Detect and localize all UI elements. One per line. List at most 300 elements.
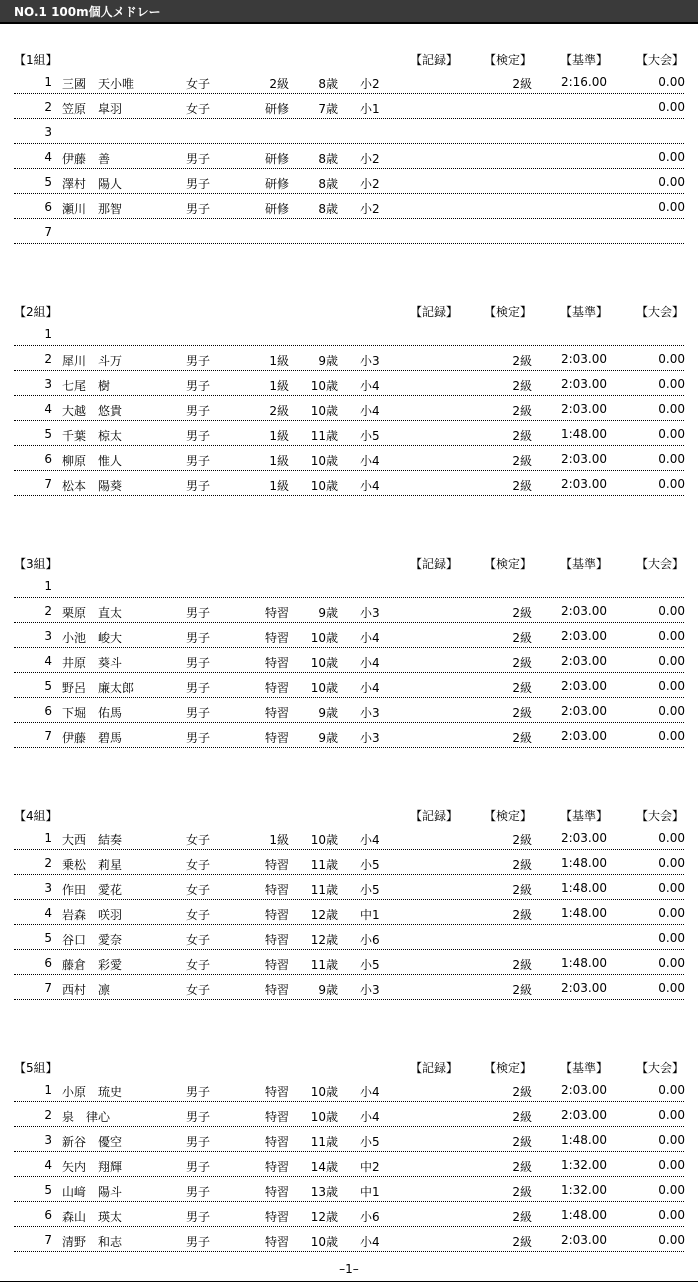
cell-no: 1 <box>44 1083 52 1097</box>
cell-cls: 特習 <box>264 681 289 695</box>
cell-name: 小原 琉史 <box>62 1085 123 1099</box>
cell-sex: 男子 <box>186 706 211 720</box>
cell-sex: 男子 <box>186 379 211 393</box>
heat-group <box>0 298 698 497</box>
cell-kij: 2:03.00 <box>560 704 607 718</box>
table-row <box>14 649 684 673</box>
header-kentei: 【検定】 <box>484 1061 533 1075</box>
cell-age: 11歳 <box>310 1135 338 1149</box>
cell-name: 犀川 斗万 <box>62 354 123 368</box>
cell-ken: 2級 <box>512 883 532 897</box>
cell-cls: 1級 <box>269 354 289 368</box>
table-row <box>14 976 684 1000</box>
cell-age: 10歳 <box>310 479 338 493</box>
cell-kij: 2:03.00 <box>560 679 607 693</box>
cell-no: 1 <box>44 579 52 593</box>
header-taikai: 【大会】 <box>636 1061 685 1075</box>
cell-cls: 特習 <box>264 1235 289 1249</box>
cell-age: 10歳 <box>310 1235 338 1249</box>
cell-name: 三國 天小唯 <box>62 77 135 91</box>
cell-grade: 小5 <box>360 883 380 897</box>
cell-sex: 男子 <box>186 656 211 670</box>
cell-name: 千葉 椋太 <box>62 429 123 443</box>
cell-kij: 2:03.00 <box>560 402 607 416</box>
cell-grade: 小5 <box>360 958 380 972</box>
cell-grade: 小4 <box>360 1110 380 1124</box>
table-row <box>14 447 684 471</box>
cell-tai: 0.00 <box>658 881 685 895</box>
cell-sex: 女子 <box>186 77 211 91</box>
table-row <box>14 699 684 723</box>
cell-age: 11歳 <box>310 958 338 972</box>
cell-age: 10歳 <box>310 454 338 468</box>
cell-ken: 2級 <box>512 454 532 468</box>
cell-tai: 0.00 <box>658 856 685 870</box>
cell-tai: 0.00 <box>658 1133 685 1147</box>
header-record: 【記録】 <box>410 557 459 571</box>
cell-cls: 特習 <box>264 1185 289 1199</box>
heat-group <box>0 46 698 245</box>
cell-age: 11歳 <box>310 883 338 897</box>
cell-grade: 小4 <box>360 1085 380 1099</box>
cell-kij: 1:48.00 <box>560 956 607 970</box>
cell-tai: 0.00 <box>658 75 685 89</box>
cell-tai: 0.00 <box>658 679 685 693</box>
cell-no: 4 <box>44 150 52 164</box>
table-row <box>14 170 684 194</box>
cell-tai: 0.00 <box>658 1108 685 1122</box>
cell-grade: 小5 <box>360 429 380 443</box>
table-row <box>14 120 684 144</box>
cell-no: 2 <box>44 604 52 618</box>
group-label: 【2組】 <box>14 305 58 319</box>
cell-name: 山﨑 陽斗 <box>62 1185 123 1199</box>
cell-grade: 小4 <box>360 681 380 695</box>
cell-age: 12歳 <box>310 933 338 947</box>
table-row <box>14 347 684 371</box>
header-taikai: 【大会】 <box>636 809 685 823</box>
cell-sex: 男子 <box>186 1185 211 1199</box>
cell-tai: 0.00 <box>658 427 685 441</box>
cell-sex: 男子 <box>186 631 211 645</box>
cell-kij: 2:03.00 <box>560 1083 607 1097</box>
cell-name: 谷口 愛奈 <box>62 933 123 947</box>
cell-grade: 小2 <box>360 152 380 166</box>
cell-age: 12歳 <box>310 908 338 922</box>
cell-age: 8歳 <box>318 177 338 191</box>
header-record: 【記録】 <box>410 305 459 319</box>
cell-no: 2 <box>44 1108 52 1122</box>
cell-name: 新谷 優空 <box>62 1135 123 1149</box>
heat-group <box>0 1054 698 1253</box>
cell-ken: 2級 <box>512 681 532 695</box>
cell-age: 9歳 <box>318 606 338 620</box>
cell-no: 6 <box>44 452 52 466</box>
cell-sex: 男子 <box>186 152 211 166</box>
cell-cls: 特習 <box>264 1210 289 1224</box>
cell-name: 藤倉 彩愛 <box>62 958 123 972</box>
cell-sex: 女子 <box>186 983 211 997</box>
cell-grade: 小2 <box>360 202 380 216</box>
header-kentei: 【検定】 <box>484 53 533 67</box>
cell-grade: 中2 <box>360 1160 380 1174</box>
cell-kij: 1:48.00 <box>560 427 607 441</box>
table-row <box>14 851 684 875</box>
cell-sex: 男子 <box>186 1210 211 1224</box>
cell-cls: 特習 <box>264 631 289 645</box>
table-row <box>14 574 684 598</box>
cell-ken: 2級 <box>512 1210 532 1224</box>
page-title: NO.1 100m個人メドレー <box>14 5 161 19</box>
cell-tai: 0.00 <box>658 200 685 214</box>
cell-grade: 小5 <box>360 858 380 872</box>
cell-no: 4 <box>44 906 52 920</box>
heat-group <box>0 550 698 749</box>
cell-no: 6 <box>44 200 52 214</box>
cell-sex: 男子 <box>186 1085 211 1099</box>
cell-no: 3 <box>44 629 52 643</box>
cell-kij: 1:32.00 <box>560 1183 607 1197</box>
cell-name: 矢内 翔輝 <box>62 1160 123 1174</box>
cell-kij: 2:16.00 <box>560 75 607 89</box>
cell-cls: 特習 <box>264 883 289 897</box>
cell-sex: 男子 <box>186 202 211 216</box>
cell-grade: 小1 <box>360 102 380 116</box>
cell-tai: 0.00 <box>658 477 685 491</box>
cell-grade: 小4 <box>360 379 380 393</box>
cell-cls: 特習 <box>264 908 289 922</box>
cell-tai: 0.00 <box>658 1158 685 1172</box>
cell-ken: 2級 <box>512 983 532 997</box>
cell-kij: 2:03.00 <box>560 604 607 618</box>
cell-kij: 2:03.00 <box>560 1108 607 1122</box>
table-row <box>14 624 684 648</box>
cell-sex: 女子 <box>186 933 211 947</box>
cell-no: 6 <box>44 1208 52 1222</box>
cell-no: 7 <box>44 477 52 491</box>
group-header <box>0 46 698 70</box>
cell-tai: 0.00 <box>658 729 685 743</box>
cell-sex: 男子 <box>186 429 211 443</box>
cell-sex: 男子 <box>186 404 211 418</box>
cell-name: 七尾 樹 <box>62 379 111 393</box>
cell-cls: 2級 <box>269 77 289 91</box>
cell-age: 8歳 <box>318 202 338 216</box>
group-header <box>0 802 698 826</box>
cell-tai: 0.00 <box>658 704 685 718</box>
table-row <box>14 1078 684 1102</box>
cell-cls: 特習 <box>264 933 289 947</box>
cell-cls: 2級 <box>269 404 289 418</box>
cell-name: 瀬川 那智 <box>62 202 123 216</box>
cell-name: 笠原 皐羽 <box>62 102 123 116</box>
header-record: 【記録】 <box>410 809 459 823</box>
header-kentei: 【検定】 <box>484 305 533 319</box>
cell-no: 3 <box>44 125 52 139</box>
cell-sex: 女子 <box>186 102 211 116</box>
cell-cls: 1級 <box>269 379 289 393</box>
cell-cls: 研修 <box>264 177 289 191</box>
footer-rule <box>0 1281 698 1282</box>
cell-ken: 2級 <box>512 354 532 368</box>
cell-no: 3 <box>44 1133 52 1147</box>
cell-cls: 特習 <box>264 958 289 972</box>
cell-grade: 中1 <box>360 908 380 922</box>
cell-cls: 特習 <box>264 706 289 720</box>
cell-name: 栗原 直太 <box>62 606 123 620</box>
table-row <box>14 599 684 623</box>
cell-name: 井原 葵斗 <box>62 656 123 670</box>
cell-kij: 2:03.00 <box>560 452 607 466</box>
cell-no: 2 <box>44 352 52 366</box>
cell-tai: 0.00 <box>658 906 685 920</box>
cell-name: 大越 悠貴 <box>62 404 123 418</box>
cell-kij: 2:03.00 <box>560 831 607 845</box>
table-row <box>14 1203 684 1227</box>
header-taikai: 【大会】 <box>636 53 685 67</box>
cell-cls: 特習 <box>264 731 289 745</box>
cell-no: 7 <box>44 729 52 743</box>
cell-tai: 0.00 <box>658 175 685 189</box>
cell-name: 小池 峻大 <box>62 631 123 645</box>
cell-name: 澤村 陽人 <box>62 177 123 191</box>
cell-name: 岩森 咲羽 <box>62 908 123 922</box>
table-row <box>14 70 684 94</box>
header-kijun: 【基準】 <box>560 1061 609 1075</box>
cell-cls: 研修 <box>264 202 289 216</box>
cell-name: 伊藤 善 <box>62 152 111 166</box>
table-row <box>14 397 684 421</box>
header-kentei: 【検定】 <box>484 557 533 571</box>
cell-name: 大西 結奏 <box>62 833 123 847</box>
cell-grade: 小4 <box>360 404 380 418</box>
cell-kij: 1:48.00 <box>560 906 607 920</box>
cell-grade: 小3 <box>360 354 380 368</box>
cell-sex: 女子 <box>186 883 211 897</box>
cell-tai: 0.00 <box>658 604 685 618</box>
group-label: 【3組】 <box>14 557 58 571</box>
cell-age: 8歳 <box>318 77 338 91</box>
cell-age: 11歳 <box>310 429 338 443</box>
table-row <box>14 876 684 900</box>
cell-age: 14歳 <box>310 1160 338 1174</box>
header-kijun: 【基準】 <box>560 305 609 319</box>
cell-age: 10歳 <box>310 631 338 645</box>
cell-sex: 男子 <box>186 731 211 745</box>
cell-kij: 2:03.00 <box>560 377 607 391</box>
table-row <box>14 1153 684 1177</box>
cell-ken: 2級 <box>512 1085 532 1099</box>
cell-ken: 2級 <box>512 1185 532 1199</box>
cell-no: 4 <box>44 1158 52 1172</box>
heat-group <box>0 802 698 1001</box>
group-label: 【4組】 <box>14 809 58 823</box>
cell-tai: 0.00 <box>658 1083 685 1097</box>
header-taikai: 【大会】 <box>636 305 685 319</box>
cell-age: 9歳 <box>318 983 338 997</box>
cell-tai: 0.00 <box>658 1208 685 1222</box>
cell-ken: 2級 <box>512 631 532 645</box>
cell-cls: 1級 <box>269 429 289 443</box>
cell-kij: 2:03.00 <box>560 629 607 643</box>
cell-age: 12歳 <box>310 1210 338 1224</box>
cell-ken: 2級 <box>512 858 532 872</box>
cell-kij: 2:03.00 <box>560 654 607 668</box>
cell-no: 5 <box>44 175 52 189</box>
table-row <box>14 1228 684 1252</box>
cell-no: 1 <box>44 75 52 89</box>
table-row <box>14 472 684 496</box>
cell-tai: 0.00 <box>658 981 685 995</box>
cell-tai: 0.00 <box>658 402 685 416</box>
cell-grade: 小4 <box>360 454 380 468</box>
table-row <box>14 95 684 119</box>
cell-tai: 0.00 <box>658 150 685 164</box>
cell-tai: 0.00 <box>658 452 685 466</box>
table-row <box>14 372 684 396</box>
cell-age: 9歳 <box>318 731 338 745</box>
cell-ken: 2級 <box>512 833 532 847</box>
cell-tai: 0.00 <box>658 100 685 114</box>
header-kentei: 【検定】 <box>484 809 533 823</box>
cell-cls: 特習 <box>264 1135 289 1149</box>
cell-name: 作田 愛花 <box>62 883 123 897</box>
cell-kij: 1:48.00 <box>560 881 607 895</box>
cell-no: 1 <box>44 327 52 341</box>
cell-no: 1 <box>44 831 52 845</box>
cell-no: 7 <box>44 1233 52 1247</box>
cell-grade: 小4 <box>360 833 380 847</box>
cell-ken: 2級 <box>512 606 532 620</box>
table-row <box>14 1128 684 1152</box>
cell-cls: 特習 <box>264 1085 289 1099</box>
cell-age: 10歳 <box>310 833 338 847</box>
cell-tai: 0.00 <box>658 377 685 391</box>
cell-ken: 2級 <box>512 379 532 393</box>
cell-ken: 2級 <box>512 958 532 972</box>
table-row <box>14 220 684 244</box>
cell-grade: 小2 <box>360 177 380 191</box>
cell-name: 柳原 惟人 <box>62 454 123 468</box>
table-row <box>14 901 684 925</box>
cell-no: 3 <box>44 881 52 895</box>
cell-grade: 小4 <box>360 656 380 670</box>
header-kijun: 【基準】 <box>560 557 609 571</box>
cell-grade: 小4 <box>360 631 380 645</box>
cell-grade: 中1 <box>360 1185 380 1199</box>
cell-no: 6 <box>44 704 52 718</box>
cell-kij: 2:03.00 <box>560 981 607 995</box>
cell-ken: 2級 <box>512 77 532 91</box>
cell-age: 8歳 <box>318 152 338 166</box>
cell-grade: 小4 <box>360 1235 380 1249</box>
cell-cls: 研修 <box>264 152 289 166</box>
table-row <box>14 951 684 975</box>
cell-name: 西村 凛 <box>62 983 111 997</box>
cell-grade: 小2 <box>360 77 380 91</box>
cell-name: 伊藤 碧馬 <box>62 731 123 745</box>
cell-tai: 0.00 <box>658 931 685 945</box>
cell-no: 2 <box>44 856 52 870</box>
cell-no: 4 <box>44 402 52 416</box>
cell-grade: 小4 <box>360 479 380 493</box>
cell-kij: 1:48.00 <box>560 1208 607 1222</box>
cell-sex: 男子 <box>186 1110 211 1124</box>
cell-no: 5 <box>44 931 52 945</box>
group-label: 【5組】 <box>14 1061 58 1075</box>
cell-no: 7 <box>44 981 52 995</box>
cell-tai: 0.00 <box>658 629 685 643</box>
cell-age: 10歳 <box>310 1085 338 1099</box>
table-row <box>14 926 684 950</box>
cell-no: 5 <box>44 427 52 441</box>
cell-kij: 1:48.00 <box>560 1133 607 1147</box>
cell-cls: 特習 <box>264 1110 289 1124</box>
header-kijun: 【基準】 <box>560 809 609 823</box>
table-row <box>14 1103 684 1127</box>
header-taikai: 【大会】 <box>636 557 685 571</box>
group-header <box>0 1054 698 1078</box>
cell-kij: 2:03.00 <box>560 352 607 366</box>
cell-tai: 0.00 <box>658 956 685 970</box>
table-row <box>14 1178 684 1202</box>
cell-grade: 小3 <box>360 706 380 720</box>
cell-cls: 特習 <box>264 1160 289 1174</box>
cell-no: 7 <box>44 225 52 239</box>
cell-ken: 2級 <box>512 1160 532 1174</box>
cell-ken: 2級 <box>512 706 532 720</box>
cell-age: 10歳 <box>310 1110 338 1124</box>
cell-sex: 男子 <box>186 1160 211 1174</box>
cell-cls: 1級 <box>269 479 289 493</box>
cell-cls: 特習 <box>264 858 289 872</box>
cell-ken: 2級 <box>512 429 532 443</box>
cell-no: 3 <box>44 377 52 391</box>
cell-kij: 1:32.00 <box>560 1158 607 1172</box>
cell-sex: 男子 <box>186 1135 211 1149</box>
table-row <box>14 826 684 850</box>
cell-age: 10歳 <box>310 404 338 418</box>
cell-no: 4 <box>44 654 52 668</box>
cell-cls: 1級 <box>269 833 289 847</box>
header-kijun: 【基準】 <box>560 53 609 67</box>
cell-ken: 2級 <box>512 479 532 493</box>
cell-tai: 0.00 <box>658 1183 685 1197</box>
table-row <box>14 724 684 748</box>
cell-tai: 0.00 <box>658 654 685 668</box>
cell-grade: 小5 <box>360 1135 380 1149</box>
cell-kij: 2:03.00 <box>560 729 607 743</box>
group-label: 【1組】 <box>14 53 58 67</box>
cell-age: 10歳 <box>310 379 338 393</box>
cell-sex: 男子 <box>186 479 211 493</box>
cell-sex: 女子 <box>186 858 211 872</box>
cell-name: 野呂 廉太郎 <box>62 681 135 695</box>
cell-cls: 特習 <box>264 656 289 670</box>
group-header <box>0 550 698 574</box>
cell-sex: 男子 <box>186 354 211 368</box>
cell-ken: 2級 <box>512 1135 532 1149</box>
cell-sex: 男子 <box>186 606 211 620</box>
cell-sex: 男子 <box>186 1235 211 1249</box>
cell-grade: 小6 <box>360 933 380 947</box>
cell-sex: 女子 <box>186 833 211 847</box>
table-row <box>14 195 684 219</box>
cell-ken: 2級 <box>512 656 532 670</box>
table-row <box>14 145 684 169</box>
cell-no: 2 <box>44 100 52 114</box>
cell-grade: 小3 <box>360 606 380 620</box>
